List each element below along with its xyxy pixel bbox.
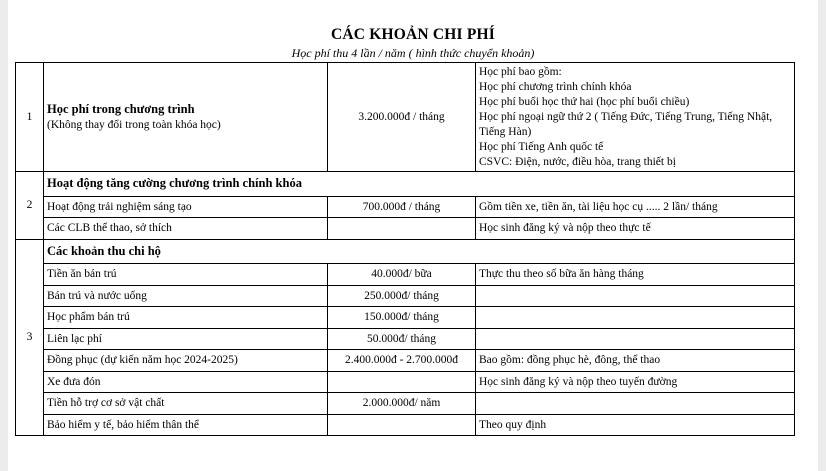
item-name-cell: Tiền ăn bán trú [44, 264, 328, 286]
item-name: Học phí trong chương trình [47, 102, 195, 116]
fee-table [15, 62, 795, 436]
table-row [16, 371, 795, 393]
note-cell: Bao gồm: đồng phục hè, đông, thể thao [476, 350, 795, 372]
table-row [16, 264, 795, 286]
fee-cell [328, 371, 476, 393]
note-cell: Theo quy định [476, 414, 795, 436]
table-row [16, 350, 795, 372]
stt-cell: 2 [16, 172, 44, 240]
fee-cell [328, 218, 476, 240]
fee-cell: 40.000đ/ bữa [328, 264, 476, 286]
fee-cell: 700.000đ / tháng [328, 196, 476, 218]
fee-cell: 50.000đ/ tháng [328, 328, 476, 350]
table-row [16, 414, 795, 436]
table-row [16, 393, 795, 415]
fee-cell [328, 414, 476, 436]
section-heading-row [16, 172, 795, 197]
fee-cell: 2.400.000đ - 2.700.000đ [328, 350, 476, 372]
fee-cell: 2.000.000đ/ năm [328, 393, 476, 415]
item-name-cell: Bán trú và nước uống [44, 285, 328, 307]
table-row [16, 328, 795, 350]
item-name-cell: Hoạt động trải nghiệm sáng tạo [44, 196, 328, 218]
note-line: CSVC: Điện, nước, điều hòa, trang thiết bị [479, 155, 676, 168]
note-cell [476, 307, 795, 329]
stt-cell: 3 [16, 239, 44, 436]
note-cell [476, 63, 795, 172]
section-heading: Hoạt động tăng cường chương trình chính khóa [44, 172, 795, 197]
note-cell: Gồm tiền xe, tiền ăn, tài liệu học cụ ..... 2 lần/ tháng [476, 196, 795, 218]
table-row [16, 307, 795, 329]
table-row [16, 285, 795, 307]
item-name-cell: Tiền hỗ trợ cơ sở vật chất [44, 393, 328, 415]
note-line: Học phí bao gồm: [479, 65, 562, 78]
note-cell [476, 285, 795, 307]
section-heading: Các khoản thu chi hộ [44, 239, 795, 264]
note-line: Học phí Tiếng Anh quốc tế [479, 140, 604, 153]
item-name-cell: Đồng phục (dự kiến năm học 2024-2025) [44, 350, 328, 372]
note-cell [476, 328, 795, 350]
fee-cell: 150.000đ/ tháng [328, 307, 476, 329]
table-row-tuition [16, 63, 795, 172]
fee-cell: 250.000đ/ tháng [328, 285, 476, 307]
fee-cell: 3.200.000đ / tháng [328, 63, 476, 172]
item-name-cell: Xe đưa đón [44, 371, 328, 393]
table-row [16, 196, 795, 218]
note-line: Học phí buổi học thứ hai (học phí buổi chiều) [479, 95, 690, 108]
item-name-cell: Bảo hiểm y tế, bảo hiểm thân thể [44, 414, 328, 436]
note-cell [476, 393, 795, 415]
item-name-cell [44, 63, 328, 172]
note-line: Học phí chương trình chính khóa [479, 80, 632, 93]
document-sheet [8, 0, 818, 471]
item-name-cell: Các CLB thể thao, sở thích [44, 218, 328, 240]
note-cell: Học sinh đăng ký và nộp theo thực tế [476, 218, 795, 240]
note-cell: Học sinh đăng ký và nộp theo tuyến đường [476, 371, 795, 393]
stt-cell: 1 [16, 63, 44, 172]
note-line: Học phí ngoại ngữ thứ 2 ( Tiếng Đức, Tiếng Trung, Tiếng Nhật, Tiếng Hàn) [479, 110, 773, 138]
note-cell: Thực thu theo số bữa ăn hàng tháng [476, 264, 795, 286]
item-name-cell: Liên lạc phí [44, 328, 328, 350]
page-title: CÁC KHOẢN CHI PHÍ [330, 26, 495, 43]
item-name-cell: Học phẩm bán trú [44, 307, 328, 329]
item-name-sub: (Không thay đổi trong toàn khóa học) [47, 118, 221, 131]
page-subtitle: Học phí thu 4 lần / năm ( hình thức chuyển khoản) [291, 46, 535, 60]
section-heading-row [16, 239, 795, 264]
table-row [16, 218, 795, 240]
